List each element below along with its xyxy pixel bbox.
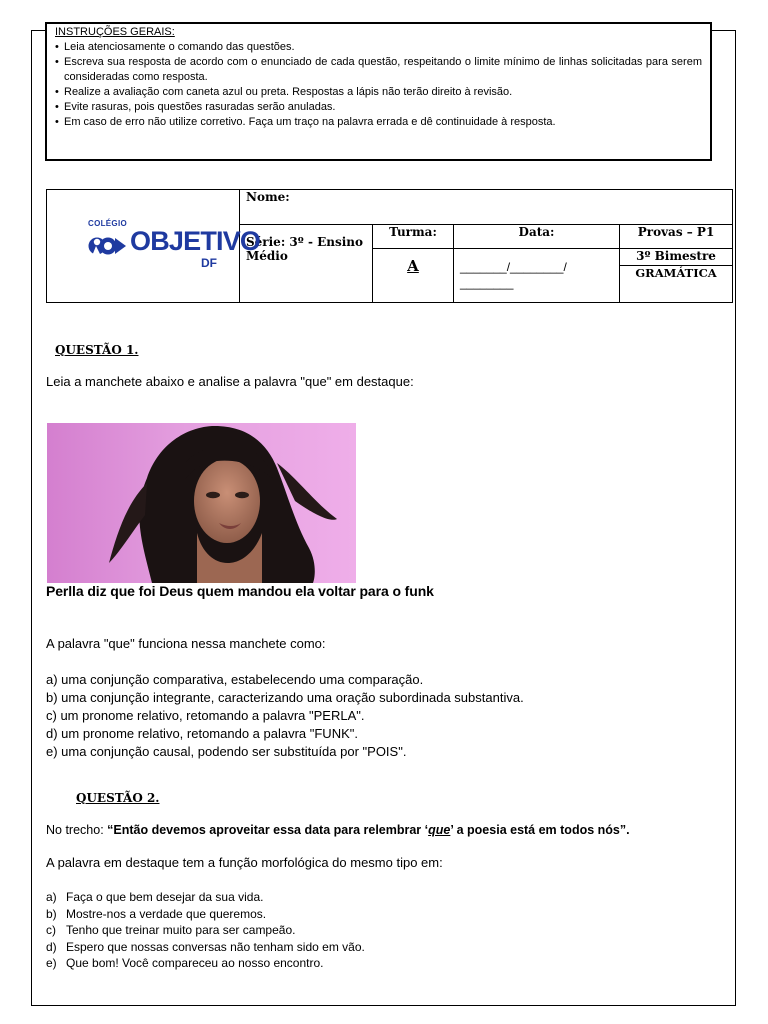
logo-colegio-text: COLÉGIO — [88, 219, 127, 228]
instructions-list — [55, 40, 702, 130]
instruction-item: • Leia atenciosamente o comando das questões. — [55, 40, 702, 55]
question-1-options — [46, 671, 524, 761]
data-label: Data: — [518, 225, 555, 239]
data-value: _______/________/ ________ — [460, 260, 567, 290]
question-2-prompt: A palavra em destaque tem a função morfológica do mesmo tipo em: — [46, 855, 443, 870]
option-text: Faça o que bem desejar da sua vida. — [66, 890, 264, 904]
answer-option[interactable]: c) um pronome relativo, retomando a palavra "PERLA". — [46, 708, 365, 723]
bimestre-label: 3º Bimestre — [636, 249, 716, 263]
option-text: Espero que nossas conversas não tenham sido em vão. — [66, 939, 365, 954]
question-2-options — [46, 889, 365, 972]
data-label-cell — [454, 225, 620, 249]
logo-name-text: OBJETIVO — [130, 226, 261, 256]
instruction-item: • Evite rasuras, pois questões rasuradas serão anuladas. — [55, 100, 702, 115]
turma-label: Turma: — [389, 225, 437, 239]
question-1-prompt: A palavra "que" funciona nessa manchete como: — [46, 636, 326, 651]
excerpt-highlight: que — [428, 823, 451, 837]
question-1-title: QUESTÃO 1. — [55, 343, 139, 357]
answer-option[interactable]: a) uma conjunção comparativa, estabelecendo uma comparação. — [46, 672, 424, 687]
disciplina-cell — [620, 266, 733, 303]
turma-label-cell — [373, 225, 454, 249]
question-1-intro: Leia a manchete abaixo e analise a palavra "que" em destaque: — [46, 374, 414, 389]
instructions-box — [45, 22, 712, 161]
turma-value-cell — [373, 249, 454, 303]
option-letter: c) — [46, 923, 56, 937]
option-letter: a) — [46, 890, 57, 904]
option-letter: b) — [46, 906, 57, 921]
answer-option[interactable] — [46, 906, 365, 923]
excerpt-quote-start: “Então devemos aproveitar essa data para relembrar ‘ — [107, 823, 429, 837]
question-2-excerpt — [46, 823, 630, 837]
instructions-title: INSTRUÇÕES GERAIS: — [55, 26, 175, 38]
name-field[interactable] — [240, 190, 733, 225]
disciplina-label: GRAMÁTICA — [635, 266, 717, 280]
answer-option[interactable] — [46, 955, 365, 972]
instruction-item: • Realize a avaliação com caneta azul ou preta. Respostas a lápis não terão direito à revisão. — [55, 85, 702, 100]
instruction-item: • Em caso de erro não utilize corretivo. Faça um traço na palavra errada e dê continuidade à resposta. — [55, 115, 702, 130]
answer-option[interactable] — [46, 939, 365, 956]
provas-label: Provas – P1 — [637, 225, 715, 239]
option-letter: d) — [46, 939, 57, 954]
headline-photo — [47, 423, 356, 583]
logo-suffix-text: DF — [201, 256, 217, 270]
answer-option[interactable]: e) uma conjunção causal, podendo ser substituída por "POIS". — [46, 744, 407, 759]
exam-header-table — [46, 189, 733, 303]
logo-mark-icon — [88, 229, 128, 259]
headline-caption: Perlla diz que foi Deus quem mandou ela voltar para o funk — [46, 583, 434, 599]
excerpt-quote-end: ’ a poesia está em todos nós”. — [450, 823, 630, 837]
answer-option[interactable]: d) um pronome relativo, retomando a palavra "FUNK". — [46, 726, 358, 741]
name-label: Nome: — [246, 190, 290, 204]
option-text: Tenho que treinar muito para ser campeão. — [66, 923, 296, 937]
provas-cell — [620, 225, 733, 249]
excerpt-prefix: No trecho: — [46, 823, 108, 837]
option-text: Que bom! Você compareceu ao nosso encontro. — [66, 956, 324, 970]
bimestre-cell — [620, 249, 733, 266]
answer-option[interactable] — [46, 922, 365, 939]
answer-option[interactable] — [46, 889, 365, 906]
serie-text: Série: 3º - Ensino Médio — [246, 235, 364, 263]
school-logo-cell — [47, 190, 261, 303]
instruction-item: • Escreva sua resposta de acordo com o enunciado de cada questão, respeitando o limite mínimo de linhas solicitadas para serem consideradas como resposta. — [55, 55, 702, 85]
option-text: Mostre-nos a verdade que queremos. — [66, 906, 267, 921]
school-logo — [63, 217, 261, 275]
answer-option[interactable]: b) uma conjunção integrante, caracterizando uma oração subordinada substantiva. — [46, 690, 524, 705]
option-letter: e) — [46, 956, 57, 970]
data-value-cell[interactable] — [454, 249, 620, 303]
turma-value: A — [407, 257, 419, 275]
question-2-title: QUESTÃO 2. — [76, 791, 160, 805]
